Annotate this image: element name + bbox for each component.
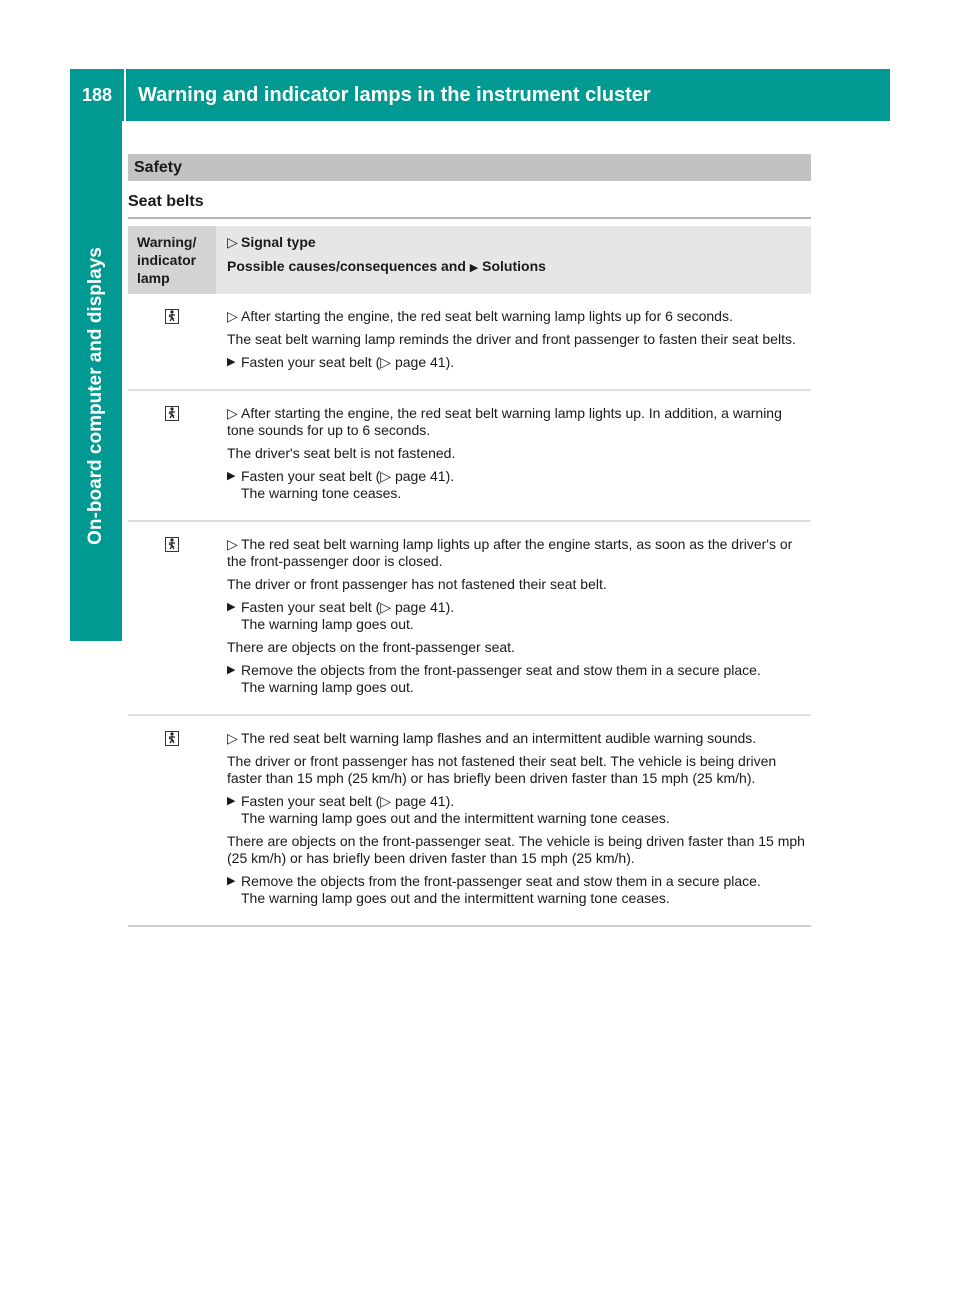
table-row	[128, 391, 811, 522]
solution-step: ▶ Remove the objects from the front-passenger seat and stow them in a secure place. The warning lamp goes out and the intermittent warning tone ceases.	[227, 873, 761, 906]
column-header-solutions: Solutions	[482, 258, 546, 274]
page-ref-triangle-icon: ▷	[380, 599, 392, 615]
page-ref-triangle-icon: ▷	[380, 468, 392, 484]
signal-type-triangle-icon: ▷	[227, 405, 238, 421]
seatbelt-warning-icon	[165, 537, 179, 552]
page-reference-link[interactable]: page 41).	[394, 354, 455, 370]
seatbelt-warning-icon	[165, 406, 179, 421]
signal-type-triangle-icon: ▷	[227, 308, 238, 324]
signal-description: The red seat belt warning lamp flashes and an intermittent audible warning sounds.	[241, 730, 757, 746]
warning-lamp-table	[128, 226, 811, 927]
signal-type-triangle-icon: ▷	[227, 730, 238, 746]
signal-description: After starting the engine, the red seat belt warning lamp lights up for 6 seconds.	[241, 308, 733, 324]
cause-text: The seat belt warning lamp reminds the driver and front passenger to fasten their seat belts.	[227, 331, 796, 347]
solution-arrow-icon: ▶	[227, 664, 236, 676]
solution-arrow-icon: ▶	[227, 795, 236, 807]
table-header	[128, 226, 811, 294]
seatbelt-warning-icon	[165, 309, 179, 324]
page-ref-triangle-icon: ▷	[380, 354, 392, 370]
column-header-lamp: Warning/ indicator lamp	[128, 226, 216, 294]
chapter-title: Warning and indicator lamps in the instrument cluster	[138, 83, 651, 106]
signal-description: After starting the engine, the red seat belt warning lamp lights up. In addition, a warning tone sounds for up to 6 seconds.	[227, 405, 782, 438]
page-number: 188	[70, 69, 126, 121]
page-reference-link[interactable]: page 41).	[394, 468, 455, 484]
solution-result: The warning lamp goes out and the intermittent warning tone ceases.	[241, 890, 670, 906]
column-header-causes: Possible causes/consequences and	[227, 258, 466, 274]
table-row	[128, 294, 811, 391]
page-reference-link[interactable]: page 41).	[394, 599, 455, 615]
solution-result: The warning lamp goes out and the intermittent warning tone ceases.	[241, 810, 670, 826]
solution-step: ▶ Fasten your seat belt (▷ page 41). The warning lamp goes out.	[227, 599, 455, 632]
solution-step: ▶ Fasten your seat belt (▷ page 41). The warning tone ceases.	[227, 468, 455, 501]
solution-arrow-icon: ▶	[469, 262, 479, 274]
cause-text: There are objects on the front-passenger seat.	[227, 639, 515, 655]
signal-description: The red seat belt warning lamp lights up after the engine starts, as soon as the driver's or the front-passenger door is closed.	[227, 536, 793, 569]
page-reference-link[interactable]: page 41).	[394, 793, 455, 809]
subsection-title: Seat belts	[128, 193, 204, 210]
side-chapter-label: On-board computer and displays	[85, 247, 106, 545]
solution-arrow-icon: ▶	[227, 356, 236, 368]
table-row	[128, 522, 811, 716]
page-ref-triangle-icon: ▷	[380, 793, 392, 809]
solution-result: The warning tone ceases.	[241, 485, 402, 501]
cause-text: The driver or front passenger has not fastened their seat belt.	[227, 576, 607, 592]
solution-result: The warning lamp goes out.	[241, 679, 414, 695]
signal-type-triangle-icon: ▷	[227, 536, 238, 552]
page-header	[70, 69, 890, 121]
seatbelt-warning-icon	[165, 731, 179, 746]
solution-step: ▶ Fasten your seat belt (▷ page 41). The warning lamp goes out and the intermittent warning tone ceases.	[227, 793, 670, 826]
solution-result: The warning lamp goes out.	[241, 616, 414, 632]
solution-step: ▶ Fasten your seat belt (▷ page 41).	[227, 354, 455, 370]
column-header-signal: Signal type	[241, 234, 316, 250]
table-row	[128, 716, 811, 927]
subsection-divider	[128, 217, 811, 219]
solution-arrow-icon: ▶	[227, 470, 236, 482]
solution-arrow-icon: ▶	[227, 875, 236, 887]
cause-text: The driver's seat belt is not fastened.	[227, 445, 456, 461]
solution-step: ▶ Remove the objects from the front-passenger seat and stow them in a secure place. The warning lamp goes out.	[227, 662, 761, 695]
cause-text: There are objects on the front-passenger seat. The vehicle is being driven faster than 15 mph (25 km/h) or has briefly been driven faster than 15 mph (25 km/h).	[227, 833, 805, 866]
column-header-info	[216, 226, 811, 294]
section-title: Safety	[128, 154, 811, 181]
solution-arrow-icon: ▶	[227, 601, 236, 613]
signal-type-triangle-icon: ▷	[227, 234, 238, 250]
cause-text: The driver or front passenger has not fastened their seat belt. The vehicle is being driven faster than 15 mph (25 km/h) or has briefly been driven faster than 15 mph (25 km/h).	[227, 753, 777, 786]
